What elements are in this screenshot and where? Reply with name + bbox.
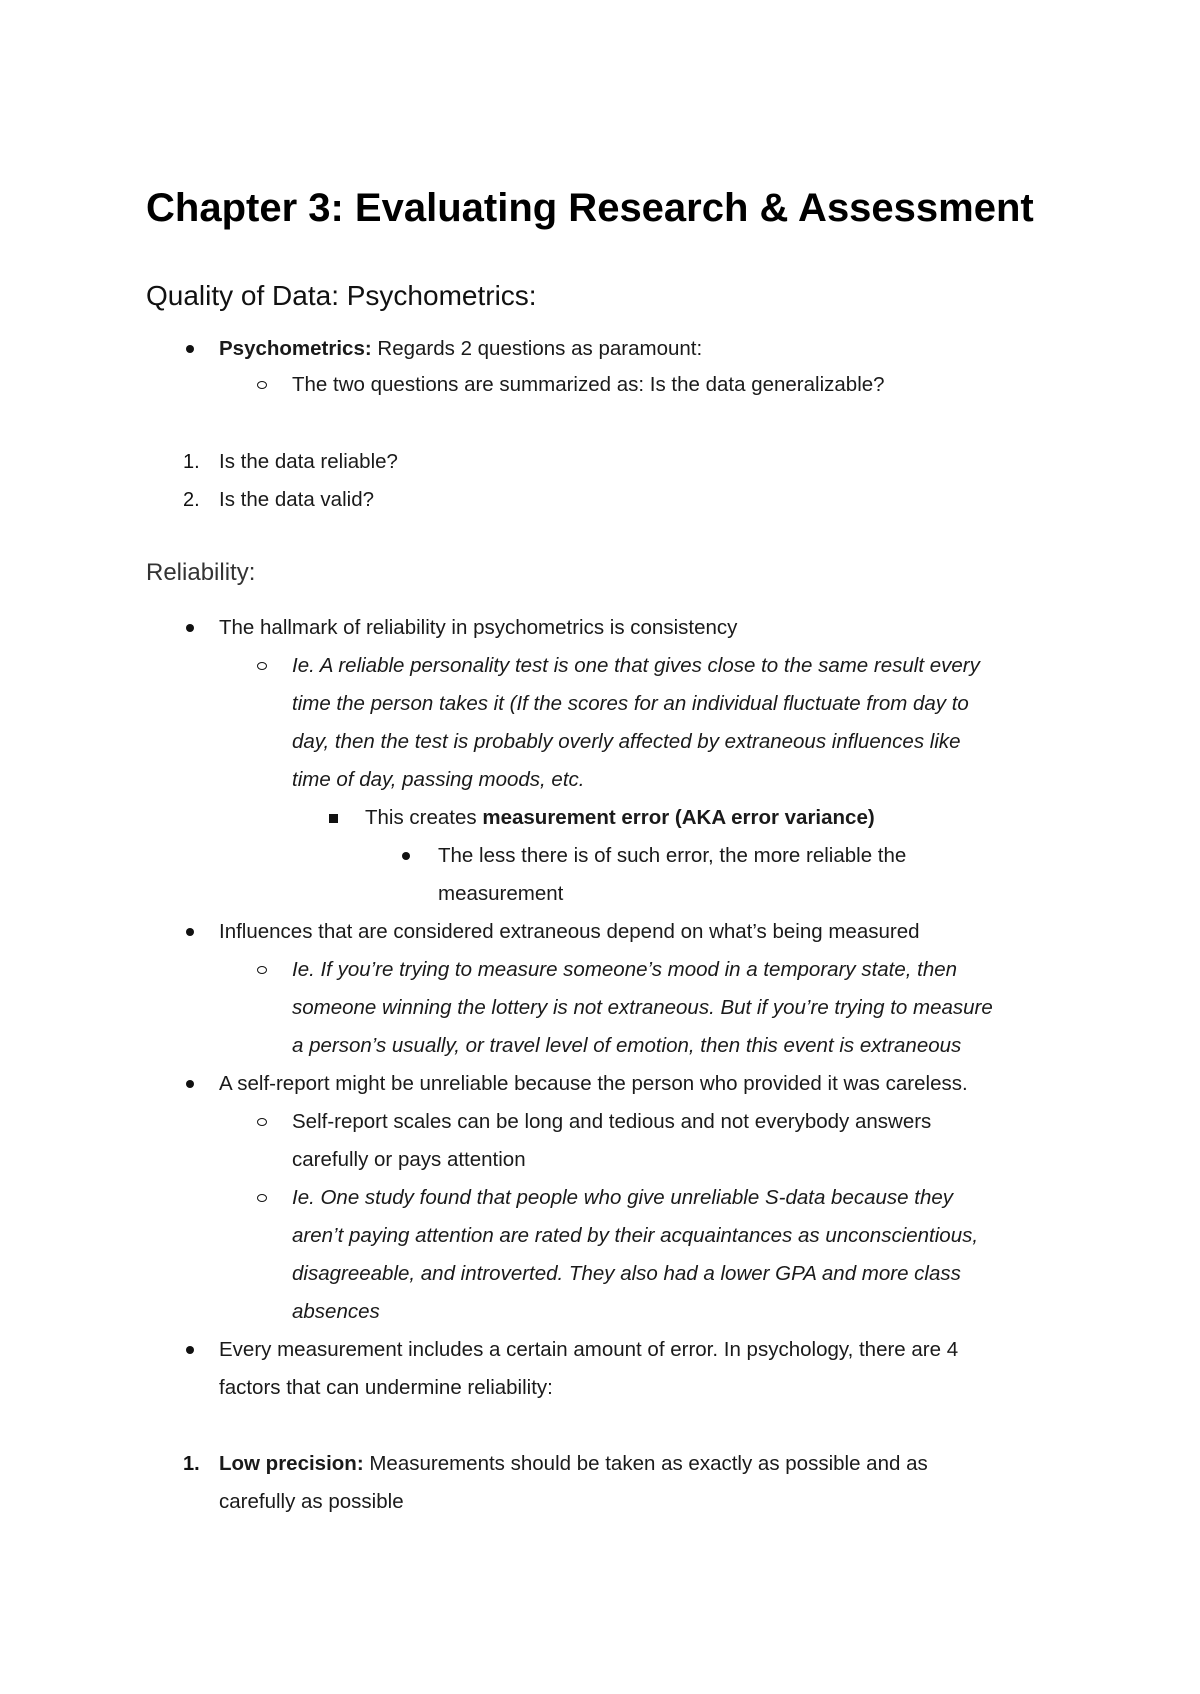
bullet-disc: [186, 345, 194, 353]
psychometrics-desc: Regards 2 questions as paramount:: [371, 337, 703, 360]
bullet-circle: [257, 381, 267, 389]
measurement-error-term: measurement error (AKA error variance): [482, 806, 875, 829]
reliability-b3-sub2-line: Ie. One study found that people who give unreliable S-data because they: [292, 1186, 954, 1209]
measurement-error-prefix: This creates: [365, 806, 483, 829]
psychometrics-sub: The two questions are summarized as: Is the data generalizable?: [292, 373, 885, 396]
reliability-b1-sub-line: day, then the test is probably overly affected by extraneous influences like: [292, 730, 961, 753]
measurement-error-item: [365, 806, 875, 830]
bullet-circle: [257, 966, 267, 974]
psychometrics-item: [219, 337, 702, 361]
bullet-disc: [186, 928, 194, 936]
reliability-b3-sub1-line: carefully or pays attention: [292, 1148, 526, 1171]
bullet-circle: [257, 1118, 267, 1126]
factor-desc: Measurements should be taken as exactly as possible and as: [363, 1452, 928, 1475]
list-number: 1.: [183, 451, 200, 473]
bullet-disc: [186, 1080, 194, 1088]
bullet-circle: [257, 1194, 267, 1202]
bullet-disc: [402, 852, 410, 860]
reliability-b3-sub2-line: absences: [292, 1300, 380, 1323]
error-deep-line: The less there is of such error, the more reliable the: [438, 844, 907, 867]
factor-desc-continued: carefully as possible: [219, 1490, 404, 1513]
error-deep-line: measurement: [438, 882, 564, 905]
reliability-b2-sub-line: Ie. If you’re trying to measure someone’s mood in a temporary state, then: [292, 958, 958, 981]
reliability-b1-sub-line: time the person takes it (If the scores for an individual fluctuate from day to: [292, 692, 969, 715]
question-reliable: Is the data reliable?: [219, 450, 398, 473]
bullet-square: [329, 814, 338, 823]
reliability-b4-line: factors that can undermine reliability:: [219, 1376, 553, 1399]
reliability-b2-sub-line: a person’s usually, or travel level of emotion, then this event is extraneous: [292, 1034, 962, 1057]
reliability-bullet-1: The hallmark of reliability in psychometrics is consistency: [219, 616, 738, 639]
factor-low-precision: [219, 1452, 928, 1476]
reliability-b1-sub-line: Ie. A reliable personality test is one that gives close to the same result every: [292, 654, 980, 677]
question-valid: Is the data valid?: [219, 488, 374, 511]
list-number: 2.: [183, 489, 200, 511]
bullet-disc: [186, 624, 194, 632]
bullet-circle: [257, 662, 267, 670]
reliability-b2-sub-line: someone winning the lottery is not extraneous. But if you’re trying to measure: [292, 996, 993, 1019]
reliability-b3-sub2-line: aren’t paying attention are rated by their acquaintances as unconscientious,: [292, 1224, 979, 1247]
list-number: 1.: [183, 1453, 200, 1475]
bullet-disc: [186, 1346, 194, 1354]
page-title: Chapter 3: Evaluating Research & Assessment: [146, 186, 1034, 230]
reliability-bullet-3: A self-report might be unreliable because the person who provided it was careless.: [219, 1072, 968, 1095]
psychometrics-term: Psychometrics:: [219, 337, 372, 360]
section-heading-reliability: Reliability:: [146, 559, 256, 586]
reliability-b3-sub2-line: disagreeable, and introverted. They also had a lower GPA and more class: [292, 1262, 961, 1285]
factor-term: Low precision:: [219, 1452, 364, 1475]
reliability-b3-sub1-line: Self-report scales can be long and tedious and not everybody answers: [292, 1110, 932, 1133]
section-heading-quality: Quality of Data: Psychometrics:: [146, 280, 537, 311]
reliability-b1-sub-line: time of day, passing moods, etc.: [292, 768, 585, 791]
reliability-b4-line: Every measurement includes a certain amount of error. In psychology, there are 4: [219, 1338, 959, 1361]
reliability-bullet-2: Influences that are considered extraneous depend on what’s being measured: [219, 920, 920, 943]
